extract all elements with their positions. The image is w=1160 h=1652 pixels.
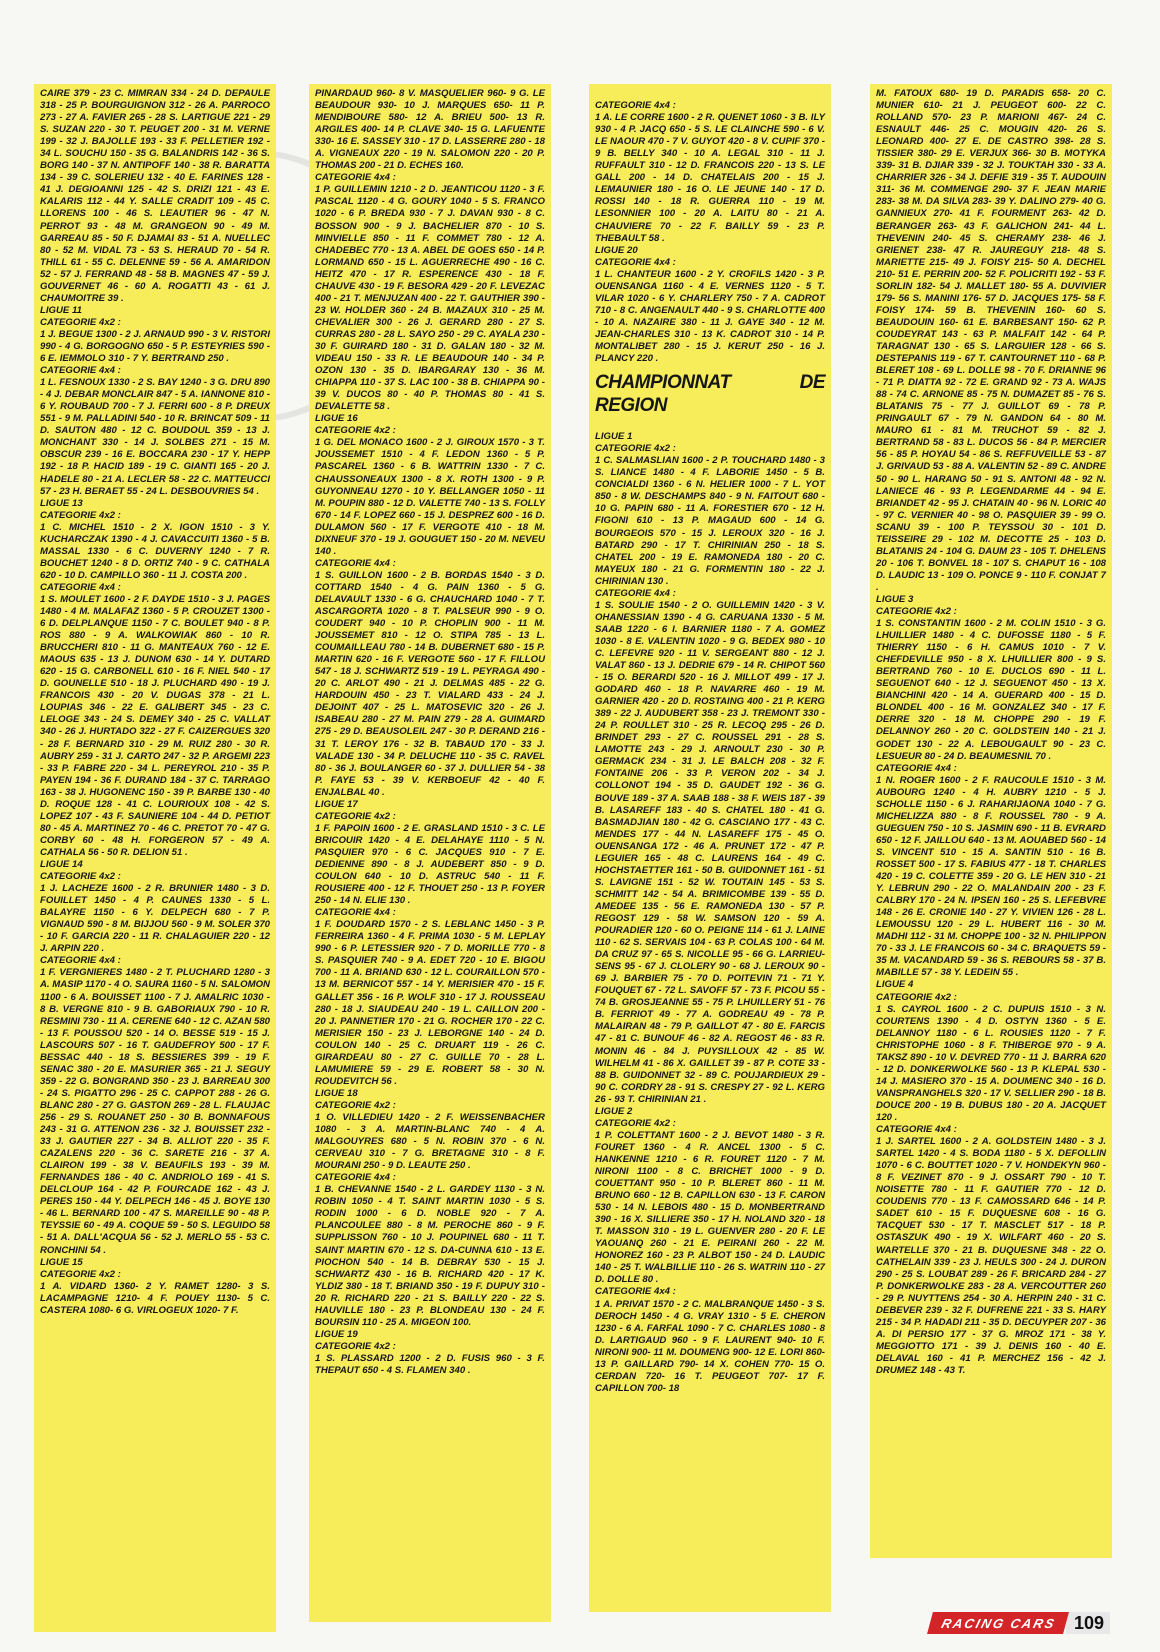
results-text: CATEGORIE 4x4 : 1 A. LE CORRE 1600 - 2 R. QUENET 1060 - 3 B. ILY 930 - 4 P. JACQ 650 - 5 S. LE CLAINCHE 590 - 6 V. LE NAOUR 470 - 7 V. GUYOT 420 - 8 V. CUPIF 370 - 9 B. BELLY 340 - 10 A. LEGAL 310 - 11 J. RUFFAULT 310 - 12 D. FRANCOIS 220 - 13 S. LE GALL 200 - 14 D. CHATELAIS 200 - 15 J. LEMAUNIER 180 - 16 O. LE JEUNE 140 - 17 D. ROSSI 140 - 18 R. GUERRA 110 - 19 M. LESONNIER 100 - 20 A. LAITU 80 - 21 A. CHAUVIERE 70 - 22 F. BAILLY 59 - 23 P. THEBAULT 58 . LIGUE 20 CATEGORIE 4x4 : 1 L. CHANTEUR 1600 - 2 Y. CROFILS 1420 - 3 P. OUENSANGA 1160 - 4 E. VERNES 1120 - 5 T. VILAR 1020 - 6 Y. CHARLERY 750 - 7 A. CADROT 710 - 8 C. ANGENAULT 440 - 9 S. CHARLOTTE 400 - 10 A. NAZAIRE 380 - 11 J. GAYE 340 - 12 M. JEAN-CHARLES 310 - 13 K. CADROT 310 - 14 P. MONTALIBET 280 - 15 J. KERUT 250 - 16 J. PLANCY 220 . bbox=[595, 100, 825, 365]
results-column-1: CAIRE 379 - 23 C. MIMRAN 334 - 24 D. DEPAULE 318 - 25 P. BOURGUIGNON 312 - 26 A. PARROCO 273 - 27 A. FAVIER 265 - 28 S. LARTIGUE 221 - 29 S. SUZAN 220 - 30 T. PEUGET 200 - 31 M. VERNE 199 - 32 J. BAJOLLE 193 - 33 F. PELLETIER 192 - 34 L. SOUCHU 150 - 35 G. BALANDRIS 142 - 36 S. BORG 140 - 37 N. ANTIPOFF 140 - 38 R. BARATTA 134 - 39 C. SOLERIEU 132 - 40 E. FARINES 128 - 41 J. DEGIOANNI 125 - 42 S. DRIZI 121 - 43 E. KALARIS 112 - 44 Y. SALLE CRADIT 109 - 45 C. LLORENS 100 - 46 S. LEAUTIER 96 - 47 N. PERROT 93 - 48 M. GRANGEON 90 - 49 M. GARREAU 85 - 50 F. DJAMAI 83 - 51 A. NUELLEC 80 - 52 M. VIDAL 73 - 53 S. HERAUD 70 - 54 R. THILL 61 - 55 C. DELENNE 59 - 56 A. AMARIDON 52 - 57 J. FERRAND 48 - 58 B. MAGNES 47 - 59 J. GOUVERNET 46 - 60 A. ROGATTI 43 - 61 J. CHAUMOITRE 39 . LIGUE 11 CATEGORIE 4x2 : 1 J. BEGUE 1300 - 2 J. ARNAUD 990 - 3 V. RISTORI 990 - 4 G. BORGOGNO 650 - 5 P. ESTEYRIES 590 - 6 E. IEMMOLO 310 - 7 Y. BERTRAND 250 . CATEGORIE 4x4 : 1 L. FESNOUX 1330 - 2 S. BAY 1240 - 3 G. DRU 890 - 4 J. DEBAR MONCLAIR 847 - 5 A. IANNONE 810 - 6 Y. ROUBAUD 700 - 7 J. FERRI 600 - 8 P. DREUX 551 - 9 M. PALLADINI 540 - 10 R. BRINCAT 509 - 11 D. SAUTON 480 - 12 C. BOUDOUL 359 - 13 J. MONCHANT 330 - 14 J. SOLBES 271 - 15 M. OBSCUR 239 - 16 E. BOCCARA 230 - 17 Y. HEPP 192 - 18 P. HACID 189 - 19 C. GIANTI 165 - 20 J. HADELE 80 - 21 A. LECLER 58 - 22 C. MATTEUCCI 57 - 23 H. BERAET 55 - 24 L. DESBOUVRIES 54 . LIGUE 13 CATEGORIE 4x2 : 1 C. MICHEL 1510 - 2 X. IGON 1510 - 3 Y. KUCHARCZAK 1390 - 4 J. CAVACCUITI 1360 - 5 B. MASSAL 1330 - 6 C. DUVERNY 1240 - 7 R. BOUCHET 1240 - 8 D. ORTIZ 740 - 9 C. CATHALA 620 - 10 D. CAMPILLO 360 - 11 J. COSTA 200 . CATEGORIE 4x4 : 1 S. MOULET 1600 - 2 F. DAYDE 1510 - 3 J. PAGES 1480 - 4 M. MALAFAZ 1360 - 5 P. CROUZET 1300 - 6 D. DELPLANQUE 1150 - 7 C. BOULET 940 - 8 P. ROS 880 - 9 A. WALKOWIAK 860 - 10 R. BRUCCHERI 810 - 11 G. MANTEAUX 760 - 12 E. MAOUS 635 - 13 J. DUNOM 630 - 14 Y. DUTARD 620 - 15 G. CARBONELL 610 - 16 F. NIEL 540 - 17 D. GOUNELLE 510 - 18 J. PLUCHARD 490 - 19 J. FRANCOIS 430 - 20 V. DUGAS 378 - 21 L. LOUPIAS 346 - 22 E. GALIBERT 345 - 23 C. LELOGE 343 - 24 S. DEMEY 340 - 25 C. VALLAT 340 - 26 J. HURTADO 322 - 27 F. CAIZERGUES 320 - 28 F. BERNARD 310 - 29 M. RUIZ 280 - 30 R. AUBRY 259 - 31 J. CARTO 247 - 32 P. ARGEMI 223 - 33 P. FABRE 220 - 34 L. PEREYROL 210 - 35 P. PAYEN 194 - 36 F. DURAND 184 - 37 C. TARRAGO 163 - 38 J. HUGONENC 150 - 39 P. BARBE 130 - 40 D. ROQUE 128 - 41 C. LOURIOUX 108 - 42 S. LOPEZ 107 - 43 F. SAUNIERE 104 - 44 D. PETIOT 80 - 45 A. MARTINEZ 70 - 46 C. PRETOT 70 - 47 G. CORBY 60 - 48 H. FORGERON 57 - 49 A. CATHALA 56 - 50 R. DELION 51 . LIGUE 14 CATEGORIE 4x2 : 1 J. LACHEZE 1600 - 2 R. BRUNIER 1480 - 3 D. FOUILLET 1450 - 4 P. CAUNES 1330 - 5 L. BALAYRE 1150 - 6 Y. DELPECH 680 - 7 P. VIGNAUD 590 - 8 M. BIJJOU 560 - 9 M. SOLER 370 - 10 F. GARCIA 220 - 11 R. CHALAGUIER 220 - 12 J. ARPIN 220 . CATEGORIE 4x4 : 1 F. VERGNIERES 1480 - 2 T. PLUCHARD 1280 - 3 A. MASIP 1170 - 4 O. SAURA 1160 - 5 N. SALOMON 1100 - 6 A. BOUISSET 1100 - 7 J. AMALRIC 1030 - 8 B. VERGNE 810 - 9 B. GABORIAUX 790 - 10 R. RESMINI 730 - 11 A. CERENE 640 - 12 C. AZAN 580 - 13 F. POUSSOU 520 - 14 O. BESSE 519 - 15 J. LASCOURS 507 - 16 T. GAUDEFROY 500 - 17 F. BESSAC 440 - 18 S. BESSIERES 399 - 19 F. SENAC 380 - 20 E. MASURIER 365 - 21 J. SEGUY 359 - 22 G. BONGRAND 350 - 23 J. BARREAU 300 - 24 S. PIGATTO 296 - 25 C. CAPPOT 288 - 26 G. BLANC 280 - 27 G. GASTON 269 - 28 L. FLAUJAC 256 - 29 S. ROUANET 250 - 30 B. BONNAFOUS 243 - 31 G. ATTENON 236 - 32 J. BOUISSET 232 - 33 J. GAUTIER 227 - 34 B. ALLIOT 220 - 35 F. CAZALENS 220 - 36 C. SARETE 216 - 37 A. CLAIRON 199 - 38 V. BEAUFILS 193 - 39 M. FERNANDES 186 - 40 C. ANDRIOLO 169 - 41 S. DELCLOUP 164 - 42 P. FOURCADE 162 - 43 J. PERES 150 - 44 Y. DELPECH 146 - 45 J. BOYE 130 - 46 L. BERNARD 100 - 47 S. MAREILLE 90 - 48 P. TEYSSIE 60 - 49 A. COQUE 59 - 50 S. LEGUIDO 58 - 51 A. DALL'ACQUA 56 - 52 J. MERLO 55 - 53 C. RONCHINI 54 . LIGUE 15 CATEGORIE 4x2 : 1 A. VIDARD 1360- 2 Y. RAMET 1280- 3 S. LACAMPAGNE 1210- 4 F. POUEY 1130- 5 C. CASTERA 1080- 6 G. VIRLOGEUX 1020- 7 F. bbox=[34, 84, 276, 1632]
section-heading: CHAMPIONNAT DE REGION bbox=[595, 372, 825, 417]
results-column-4: M. FATOUX 680- 19 D. PARADIS 658- 20 C. MUNIER 610- 21 J. PEUGEOT 600- 22 C. ROLLAND 570- 23 P. MARIONI 467- 24 C. ESNAULT 446- 25 C. MOUGIN 420- 26 S. LEONARD 400- 27 E. DE CASTRO 398- 28 S. TISSIER 380- 29 E. VERJUX 366- 30 B. MOTYKA 339- 31 B. DJIAR 339 - 32 J. TOUKTAH 330 - 33 A. CHARRIER 326 - 34 J. DEFIE 319 - 35 T. AUDOUIN 311- 36 M. COMMENGE 290- 37 F. JEAN MARIE 283- 38 M. DA SILVA 283- 39 Y. DALINO 279- 40 G. GANNIEUX 270- 41 F. FOURMENT 263- 42 D. BERANGER 263- 43 F. GALICHON 241- 44 L. THEVENIN 240- 45 S. CHERAMY 238- 46 J. GRIENET 238- 47 R. JAUREGUY 218- 48 S. MARIETTE 215- 49 J. FOISY 215- 50 A. DECHEL 210- 51 E. PERRIN 200- 52 F. POLICRITI 192 - 53 F. SORLIN 182- 54 J. MALLET 180- 55 A. DUVIVIER 179- 56 S. MANINI 176- 57 D. JACQUES 175- 58 F. FOISY 174- 59 B. THEVENIN 160- 60 S. BEAUDOUIN 160- 61 E. BARBESANT 150- 62 P. COUDEYRAT 143 - 63 P. MALFAIT 142 - 64 P. TARAGNAT 130 - 65 S. LARGUIER 128 - 66 S. DESTEPANIS 119 - 67 T. CANTOURNET 110 - 68 P. BLERET 108 - 69 L. DOLLE 98 - 70 F. DRIANNE 96 - 71 P. DIATTA 92 - 72 E. GRAND 92 - 73 A. WAJS 88 - 74 C. ARNONE 85 - 75 N. DUMAZET 85 - 76 S. BLATANIS 75 - 77 J. GUILLOT 69 - 78 P. PRINGAULT 67 - 79 N. GANDON 64 - 80 M. MAURO 61 - 81 M. TRUCHOT 59 - 82 J. BERTRAND 58 - 83 L. DUCOS 56 - 84 P. MERCIER 56 - 85 P. HOYAU 54 - 86 S. REFFUVEILLE 53 - 87 J. GRIVAUD 53 - 88 A. VALENTIN 52 - 89 C. ANDRE 50 - 90 L. HARANG 50 - 91 S. ANTONI 48 - 92 N. LANIECE 46 - 93 P. LEGENDARME 44 - 94 E. BRIANDET 42 - 95 J. CHATAIN 40 - 96 N. LORIC 40 - 97 C. VERNIER 40 - 98 O. PASQUIER 39 - 99 O. SCANU 39 - 100 P. TEYSSOU 30 - 101 D. TEISSEIRE 29 - 102 M. DECOTTE 25 - 103 D. BLATANIS 24 - 104 G. DAUM 23 - 105 T. DHELENS 20 - 106 T. BONVEL 18 - 107 S. CHAPUT 16 - 108 D. LAUDIC 13 - 109 O. PONCE 9 - 110 F. CONJAT 7 . LIGUE 3 CATEGORIE 4x2 : 1 S. CONSTANTIN 1600 - 2 M. COLIN 1510 - 3 G. LHUILLIER 1480 - 4 C. DUFOSSE 1180 - 5 F. THIERRY 1150 - 6 H. CAMUS 1010 - 7 V. CHEFDEVILLE 950 - 8 X. LHUILLIER 800 - 9 S. BERTRAND 760 - 10 E. DUCLOS 690 - 11 L. SEGUENOT 640 - 12 J. SEGUENOT 450 - 13 X. BIANCHINI 420 - 14 A. GUERARD 400 - 15 D. BLONDEL 400 - 16 M. GONZALEZ 340 - 17 F. DERRE 320 - 18 M. CHOPPE 290 - 19 F. DELANNOY 260 - 20 C. GOLDSTEIN 140 - 21 J. GODET 130 - 22 A. LEBOUGAULT 90 - 23 C. LESUEUR 80 - 24 D. BEAUMESNIL 70 . CATEGORIE 4x4 : 1 N. ROGER 1600 - 2 F. RAUCOULE 1510 - 3 M. AUBOURG 1240 - 4 H. AUBRY 1210 - 5 J. SCHOLLE 1150 - 6 J. RAHARIJAONA 1040 - 7 G. MICHELIZZA 880 - 8 F. ROUSSEL 780 - 9 A. GUEGUEN 750 - 10 S. JASMIN 690 - 11 B. EVRARD 650 - 12 F. JAILLOU 640 - 13 M. AOUABED 560 - 14 S. VINCENT 510 - 15 A. SANTIN 510 - 16 B. ROSSET 500 - 17 S. FABIUS 477 - 18 T. CHARLES 420 - 19 C. COLETTE 359 - 20 G. LE HEN 310 - 21 Y. LEBRUN 290 - 22 O. MALANDAIN 200 - 23 F. CALBRY 170 - 24 N. IPSEN 160 - 25 S. LEFEBVRE 148 - 26 E. CRONIE 140 - 27 Y. VIVIEN 126 - 28 L. LEMOUSSU 120 - 29 L. HUBERT 116 - 30 M. MADHI 112 - 31 M. CHOPPE 100 - 32 N. PHILIPPON 70 - 33 J. LE FRANCOIS 60 - 34 C. BRAQUETS 59 - 35 M. VACANDARD 59 - 36 S. REBOURS 58 - 37 B. MABILLE 57 - 38 Y. LEDEIN 55 . LIGUE 4 CATEGORIE 4x2 : 1 S. CAYROL 1600 - 2 C. DUPUIS 1510 - 3 N. COURTENS 1390 - 4 D. OSTYN 1360 - 5 E. DELANNOY 1180 - 6 L. ROUSIES 1120 - 7 F. CHRISTOPHE 1060 - 8 F. THIBERGE 970 - 9 A. TAKSZ 890 - 10 V. DEVRED 770 - 11 J. BARRA 620 - 12 D. DONKERWOLKE 560 - 13 P. KLEPAL 530 - 14 J. MASIERO 370 - 15 A. DOUMENC 340 - 16 D. VANSPRANGHELS 320 - 17 V. SELLIER 290 - 18 B. DOUCE 200 - 19 B. DUBUS 180 - 20 A. JACQUET 120 . CATEGORIE 4x4 : 1 J. SARTEL 1600 - 2 A. GOLDSTEIN 1480 - 3 J. SARTEL 1420 - 4 S. BODA 1180 - 5 X. DEFOLLIN 1070 - 6 C. BOUTTET 1020 - 7 V. HONDEKYN 960 - 8 F. VEZINET 870 - 9 J. OSSART 790 - 10 T. NOISETTE 780 - 11 F. GAUTIER 770 - 12 D. COUDENIS 770 - 13 F. CAMOSSARD 646 - 14 P. SADET 610 - 15 F. DUQUESNE 608 - 16 G. TACQUET 530 - 17 T. MASCLET 517 - 18 P. OSTASZUK 490 - 19 X. WILFART 460 - 20 S. WARTELLE 370 - 21 B. DUQUESNE 348 - 22 O. CATHELAIN 339 - 23 J. HEULS 300 - 24 J. DURON 290 - 25 S. LOUBAT 289 - 26 F. BRICARD 284 - 27 P. DONKERWOLKE 283 - 28 A. VERCOUTTER 260 - 29 P. NUYTTENS 254 - 30 A. HERPIN 240 - 31 C. DEBEVER 239 - 32 F. DUFRENE 221 - 33 S. HARY 215 - 34 P. HADADI 211 - 35 D. DECUYPER 207 - 36 A. DI PERSIO 177 - 37 G. MROZ 171 - 38 Y. MEGGIOTTO 171 - 39 J. DENIS 160 - 40 E. DELAVAL 160 - 41 P. MERCHEZ 156 - 42 J. DRUMEZ 148 - 43 T. bbox=[870, 84, 1112, 1558]
page-footer bbox=[930, 1612, 1110, 1634]
results-column-2: PINARDAUD 960- 8 V. MASQUELIER 960- 9 G. LE BEAUDOUR 930- 10 J. MARQUES 650- 11 P. MENDIBOURE 580- 12 A. BRIEU 500- 13 R. ARGILES 400- 14 P. CLAVE 340- 15 G. LAFUENTE 330- 16 E. SASSEY 310 - 17 D. LASSERRE 280 - 18 A. VIGNEAUX 220 - 19 N. SALOMON 220 - 20 P. THOMAS 200 - 21 D. ECHES 160. CATEGORIE 4x4 : 1 P. GUILLEMIN 1210 - 2 D. JEANTICOU 1120 - 3 F. PASCAL 1120 - 4 G. GOURY 1040 - 5 S. FRANCO 1020 - 6 P. BREDA 930 - 7 J. DAVAN 930 - 8 C. BOSSON 900 - 9 J. BACHELIER 870 - 10 S. MINVIELLE 850 - 11 F. COMMET 780 - 12 A. CHADEBEC 770 - 13 A. ABEL DE GOES 650 - 14 P. LORMAND 650 - 15 L. AGUERRECHE 490 - 16 C. HEITZ 470 - 17 R. ESPERENCE 430 - 18 F. CHAUVE 430 - 19 F. BESORA 429 - 20 F. LEVEZAC 400 - 21 T. MENJUZAN 400 - 22 T. GAUTHIER 390 - 23 W. HOLDER 360 - 24 B. MAZAUX 310 - 25 M. CHEVALIER 300 - 26 J. GERARD 280 - 27 S. CURRAS 280 - 28 L. SAYO 250 - 29 C. AYALA 230 - 30 F. GUIRARD 180 - 31 D. GALAN 180 - 32 M. VIDEAU 150 - 33 R. LE BEAUDOUR 140 - 34 P. OZON 130 - 35 D. IBARGARAY 130 - 36 M. CHIAPPA 110 - 37 S. LAC 100 - 38 B. CHIAPPA 90 - 39 V. DUCOS 80 - 40 P. THOMAS 80 - 41 S. DEVALETTE 58 . LIGUE 16 CATEGORIE 4x2 : 1 G. DEL MONACO 1600 - 2 J. GIROUX 1570 - 3 T. JOUSSEMET 1510 - 4 F. LEDON 1360 - 5 P. PASCAREL 1360 - 6 B. WATTRIN 1330 - 7 C. CHAUSSONEAUX 1300 - 8 X. ROTH 1300 - 9 P. GUYONNEAU 1270 - 10 Y. BELLANGER 1050 - 11 M. POUPIN 880 - 12 D. VALETTE 740 - 13 S. FOLLY 670 - 14 F. LOPEZ 660 - 15 J. DESPREZ 600 - 16 D. DULAMON 560 - 17 F. VERGOTE 410 - 18 M. DIXNEUF 370 - 19 J. GOUGUET 150 - 20 M. NEVEU 140 . CATEGORIE 4x4 : 1 S. GUILLON 1600 - 2 B. BORDAS 1540 - 3 D. COTTARD 1540 - 4 G. PAIN 1360 - 5 G. DELAVAULT 1330 - 6 G. CHAUCHARD 1040 - 7 T. ASCARGORTA 1020 - 8 T. PALSEUR 990 - 9 O. COUDERT 940 - 10 P. CHOPLIN 900 - 11 M. JOUSSEMET 810 - 12 O. STIPA 785 - 13 L. COUMAILLEAU 780 - 14 B. DUBERNET 680 - 15 P. MARTIN 620 - 16 F. VERGOTE 560 - 17 F. FILLOU 547 - 18 J. SCHWARTZ 519 - 19 L. PEYRAGA 490 - 20 C. ARLOT 490 - 21 J. DELMAS 485 - 22 G. HARDOUIN 450 - 23 T. VIALARD 433 - 24 J. DEJOINT 407 - 25 L. MATOSEVIC 320 - 26 J. ISABEAU 280 - 27 M. PAIN 279 - 28 A. GUIMARD 275 - 29 D. BEAUSOLEIL 247 - 30 P. DERAND 216 - 31 T. LEROY 176 - 32 B. TABAUD 170 - 33 J. VALADE 130 - 34 P. DELUCHE 110 - 35 C. RAVEL 80 - 36 J. BOULANGER 60 - 37 J. DULLIER 54 - 38 P. FAYE 53 - 39 V. KERBOEUF 42 - 40 F. ENJALBAL 40 . LIGUE 17 CATEGORIE 4x2 : 1 F. PAPOIN 1600 - 2 E. GRASLAND 1510 - 3 C. LE BRICOUIR 1420 - 4 E. DELAHAYE 1110 - 5 N. PASQUIER 970 - 6 C. JACQUES 910 - 7 E. DEDIENNE 890 - 8 J. AUDEBERT 850 - 9 D. COULON 640 - 10 D. ASTRUC 540 - 11 F. ROUSIERE 400 - 12 F. THOUET 250 - 13 P. FOYER 250 - 14 N. ELIE 130 . CATEGORIE 4x4 : 1 F. DOUDARD 1570 - 2 S. LEBLANC 1450 - 3 P. FERREIRA 1360 - 4 F. PRIMA 1030 - 5 M. LEPLAY 990 - 6 P. LETESSIER 920 - 7 D. MORILLE 770 - 8 S. PASQUIER 740 - 9 A. EDET 720 - 10 E. BIGOU 700 - 11 A. BRIAND 630 - 12 L. COURAILLON 570 - 13 M. BERNICOT 557 - 14 Y. MERISIER 470 - 15 F. GALLET 356 - 16 P. WOLF 310 - 17 J. ROUSSEAU 280 - 18 J. SIAUDEAU 240 - 19 L. CAILLON 200 - 20 J. PANNETIER 170 - 21 G. ROCHER 170 - 22 C. MERISIER 150 - 23 J. LEBORGNE 140 - 24 D. COULON 140 - 25 C. DRUART 119 - 26 C. GIRARDEAU 80 - 27 C. GUILLE 70 - 28 L. LAMUMIERE 59 - 29 E. ROBERT 58 - 30 N. ROUDEVITCH 56 . LIGUE 18 CATEGORIE 4x2 : 1 O. VILLEDIEU 1420 - 2 F. WEISSENBACHER 1080 - 3 A. MARTIN-BLANC 740 - 4 A. MALGOUYRES 680 - 5 N. ROBIN 370 - 6 N. CERVEAU 310 - 7 G. BRETAGNE 310 - 8 F. MOURANI 250 - 9 D. LEAUTE 250 . CATEGORIE 4x4 : 1 B. CHEVANNE 1540 - 2 L. GARDEY 1130 - 3 N. ROBIN 1050 - 4 T. SAINT MARTIN 1030 - 5 S. RODIN 1000 - 6 D. NOBLE 920 - 7 A. PLANCOULEE 880 - 8 M. PEROCHE 860 - 9 F. SUPPLISSON 760 - 10 J. POUPINEL 680 - 11 T. SAINT MARTIN 670 - 12 S. DA-CUNNA 610 - 13 E. PIOCHON 540 - 14 B. DEBRAY 530 - 15 J. SCHWARTZ 430 - 16 B. RICHARD 420 - 17 K. YLDIZ 380 - 18 T. BRIAND 350 - 19 F. DUPUY 310 - 20 R. RICHARD 220 - 21 S. BAILLY 220 - 22 S. HAUVILLE 180 - 23 P. BLONDEAU 130 - 24 F. BOURSIN 110 - 25 A. MIGEON 100. LIGUE 19 CATEGORIE 4x2 : 1 S. PLASSARD 1200 - 2 D. FUSIS 960 - 3 F. THEPAUT 650 - 4 S. FLAMEN 340 . bbox=[309, 84, 551, 1622]
page-number: 109 bbox=[1066, 1612, 1110, 1634]
magazine-logo: RACING CARS bbox=[927, 1612, 1069, 1634]
results-column-3 bbox=[589, 84, 831, 1612]
results-text: LIGUE 1 CATEGORIE 4x2 : 1 C. SALMASLIAN 1600 - 2 P. TOUCHARD 1480 - 3 S. LIANCE 1480 - 4 F. LABORIE 1450 - 5 B. CONCIALDI 1360 - 6 N. HELIER 1000 - 7 L. YOT 850 - 8 W. DESCHAMPS 840 - 9 N. FAITOUT 680 - 10 G. PAPIN 680 - 11 A. FORESTIER 670 - 12 H. FIGONI 610 - 13 P. MAGAUD 600 - 14 G. BOURGEOIS 570 - 15 J. LEROUX 320 - 16 J. BATARD 290 - 17 T. CHIRINIAN 250 - 18 S. CHATEL 200 - 19 E. RAMONEDA 180 - 20 C. MAYEUX 180 - 21 G. FORMENTIN 180 - 22 J. CHIRINIAN 130 . CATEGORIE 4x4 : 1 S. SOULIE 1540 - 2 O. GUILLEMIN 1420 - 3 V. OHANESSIAN 1390 - 4 G. CARUANA 1330 - 5 M. SAAB 1220 - 6 I. BARNIER 1180 - 7 A. GOMEZ 1030 - 8 E. VALENTIN 1020 - 9 G. BEDEX 980 - 10 C. LEFEVRE 920 - 11 V. SERGEANT 880 - 12 J. VALAT 860 - 13 J. DEDRIE 679 - 14 R. CHIPOT 560 - 15 O. BERARDI 520 - 16 J. MILLOT 499 - 17 J. GODARD 460 - 18 P. NAVARRE 460 - 19 M. GARNIER 420 - 20 D. ROSTAING 400 - 21 P. KERG 389 - 22 J. AUDUBERT 358 - 23 J. TREMONT 330 - 24 P. ROULLET 310 - 25 R. LECOQ 295 - 26 D. BRINDET 293 - 27 C. ROUSSEL 291 - 28 S. LAMOTTE 243 - 29 J. ARNOULT 230 - 30 P. GERMACK 234 - 31 J. LE BALCH 208 - 32 F. FONTAINE 206 - 33 P. VERON 202 - 34 J. COLLONOT 194 - 35 D. GAUDET 192 - 36 G. BOUVE 189 - 37 A. SAAB 188 - 38 F. WEIS 187 - 39 B. LASAREFF 183 - 40 S. CHATEL 180 - 41 G. BASMADJIAN 180 - 42 G. CASCIANO 177 - 43 C. MENDES 177 - 44 N. LASAREFF 175 - 45 O. OUENSANGA 172 - 46 A. PRUNET 172 - 47 P. LEGUIER 165 - 48 C. LAURENS 164 - 49 C. HOCHSTAETTER 161 - 50 B. GUIDONNET 161 - 51 S. LAVIGNE 151 - 52 W. TOUTAIN 145 - 53 S. SCHMITT 142 - 54 A. BRIMICOMBE 139 - 55 D. AMEDEE 135 - 56 E. RAMONEDA 130 - 57 P. REGOST 129 - 58 W. SAMSON 120 - 59 A. POURADIER 120 - 60 O. PEIGNE 114 - 61 J. LAINE 110 - 62 S. SERVAIS 104 - 63 P. COLAS 100 - 64 M. DA CRUZ 97 - 65 S. NICOLLE 95 - 66 G. LARRIEU-SENS 95 - 67 J. CLOLERY 90 - 68 J. LEROUX 90 - 69 J. BARBIER 75 - 70 D. POITEVIN 71 - 71 Y. FOUQUET 67 - 72 L. SAVOFF 57 - 73 F. PICOU 55 - 74 B. GROSJEANNE 55 - 75 P. LHUILLERY 51 - 76 B. FERRIOT 49 - 77 A. GODREAU 49 - 78 P. MALAIRAN 48 - 79 P. GAILLOT 47 - 80 E. FARCIS 47 - 81 C. BUNOUF 46 - 82 A. REGOST 46 - 83 R. MONIN 46 - 84 J. PUYSILLOUX 42 - 85 W. WILHELM 41 - 86 X. GAILLET 39 - 87 P. COTE 33 - 88 B. GUIDONNET 32 - 89 C. POUJARDIEUX 29 - 90 C. CORDRY 28 - 91 S. CRESPY 27 - 92 L. KERG 26 - 93 T. CHIRINIAN 21 . LIGUE 2 CATEGORIE 4x2 : 1 P. COLETTANT 1600 - 2 J. BEVOT 1480 - 3 R. FOURET 1360 - 4 R. ANCEL 1300 - 5 C. HANKENNE 1210 - 6 R. FOURET 1120 - 7 M. NIRONI 1100 - 8 C. BRICHET 1000 - 9 D. COUETTANT 950 - 10 P. BLERET 860 - 11 M. BRUNO 660 - 12 B. CAPILLON 630 - 13 F. CARON 530 - 14 N. LEBOIS 480 - 15 D. MONBERTRAND 390 - 16 X. SILLIERE 350 - 17 H. NOLAND 320 - 18 T. MASSON 310 - 19 L. GUENVER 280 - 20 F. LE YAOUANQ 260 - 21 E. PEIRANI 260 - 22 M. HONOREZ 160 - 23 P. ALBOT 150 - 24 D. LAUDIC 140 - 25 T. WALBILLIE 110 - 26 S. WATRIN 110 - 27 D. DOLLE 80 . CATEGORIE 4x4 : 1 A. PRIVAT 1570 - 2 C. MALBRANQUE 1450 - 3 S. DEROCH 1450 - 4 G. VRAY 1310 - 5 E. CHERON 1230 - 6 A. FARFAL 1090 - 7 C. CHARLES 1080 - 8 D. LARTIGAUD 960 - 9 F. LAURENT 940- 10 F. NIRONI 900- 11 M. DOUMENG 900- 12 E. LORI 860- 13 P. GAILLARD 790- 14 X. COHEN 770- 15 O. CERDAN 720- 16 T. PEUGEOT 707- 17 F. CAPILLON 700- 18 bbox=[595, 431, 825, 1394]
